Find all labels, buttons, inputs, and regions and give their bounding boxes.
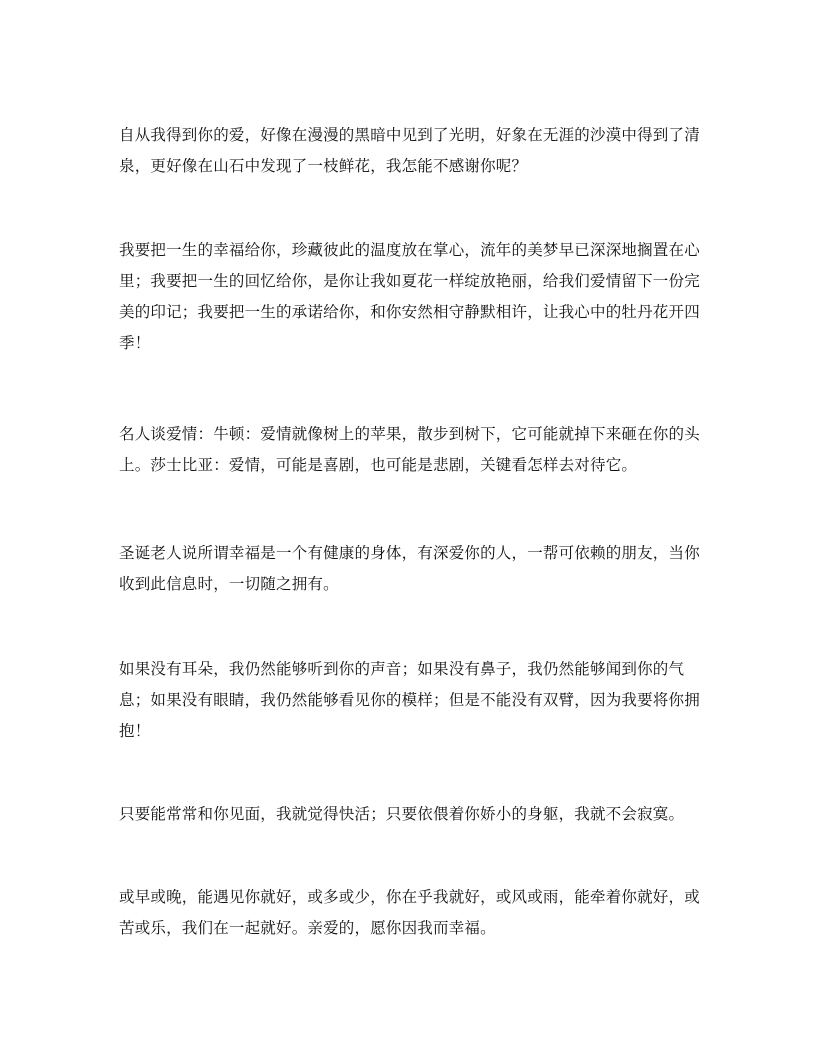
paragraph-senses: 如果没有耳朵，我仍然能够听到你的声音；如果没有鼻子，我仍然能够闻到你的气息；如果没有眼睛，我仍然能够看见你的模样；但是不能没有双臂，因为我要将你拥抱！ (119, 660, 700, 740)
paragraph-santa-message: 圣诞老人说所谓幸福是一个有健康的身体，有深爱你的人，一帮可依赖的朋友，当你收到此信息时，一切随之拥有。 (119, 544, 700, 593)
paragraph-famous-quotes: 名人谈爱情：牛顿：爱情就像树上的苹果，散步到树下，它可能就掉下来砸在你的头上。莎士比亚：爱情，可能是喜剧，也可能是悲剧，关键看怎样去对待它。 (119, 425, 700, 474)
paragraph-meeting: 只要能常常和你见面，我就觉得快活；只要依偎着你娇小的身躯，我就不会寂寞。 (119, 805, 685, 823)
paragraph-together: 或早或晚，能遇见你就好，或多或少，你在乎我就好，或风或雨，能牵着你就好，或苦或乐，我们在一起就好。亲爱的，愿你因我而幸福。 (119, 888, 700, 937)
paragraph-gratitude: 自从我得到你的爱，好像在漫漫的黑暗中见到了光明，好象在无涯的沙漠中得到了清泉，更好像在山石中发现了一枝鲜花，我怎能不感谢你呢？ (119, 126, 700, 175)
paragraph-lifetime-promise: 我要把一生的幸福给你，珍藏彼此的温度放在掌心，流年的美梦早已深深地搁置在心里；我要把一生的回忆给你，是你让我如夏花一样绽放艳丽，给我们爱情留下一份完美的印记；我要把一生的承诺给你，和你安然相守静默相许，让我心中的牡丹花开四季！ (119, 241, 700, 352)
